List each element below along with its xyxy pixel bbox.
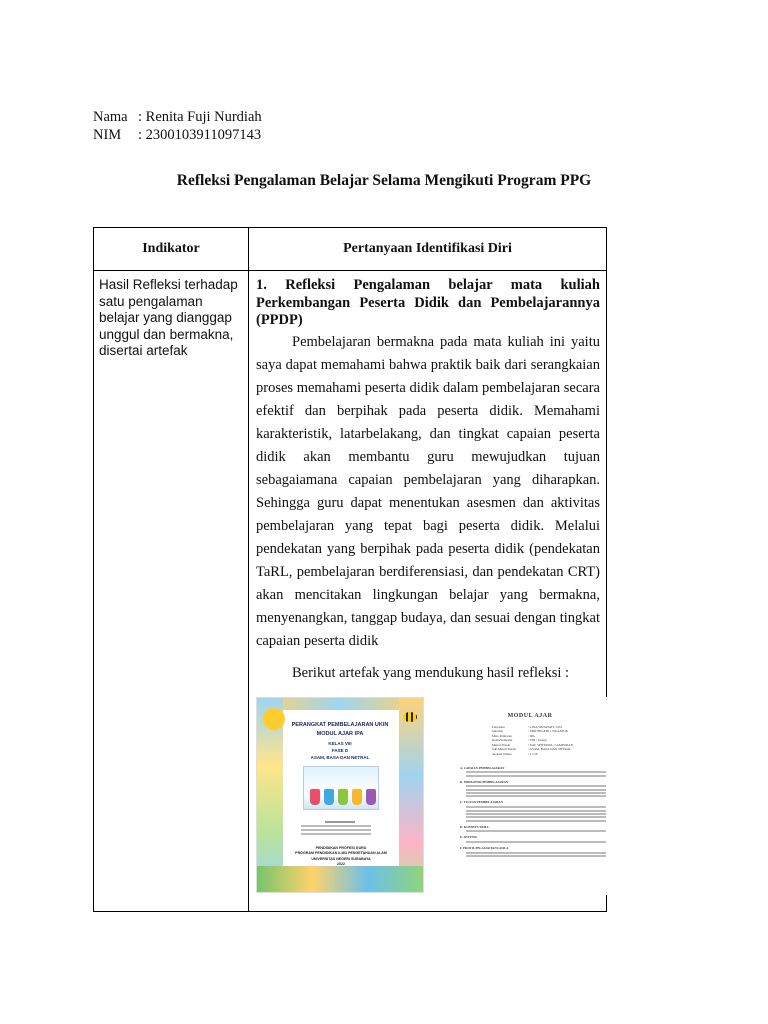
header-indikator: Indikator — [94, 228, 249, 271]
cover-line-1: PERANGKAT PEMBELAJARAN UKIN — [291, 721, 389, 728]
name-label: Nama — [93, 109, 128, 125]
cover-line-4: FASE D — [331, 747, 349, 753]
modul-section-heading: A. CAPAIAN PEMBELAJARAN — [460, 765, 505, 770]
reflection-paragraph: Pembelajaran bermakna pada mata kuliah ini yaitu saya dapat memahami bahwa praktik baik dari serangkaian proses memahami peserta didik dalam pembelajaran secara efektif dan berpihak pada peserta didik. Memahami karakteristik, latarbelakang, dan tingkat capaian peserta didik akan membantu guru mewujudkan tujuan sebagaiamana capaian pembelajaran yang diharapkan. Sehingga guru dapat menentukan asesmen dan aktivitas pembelajaran yang tepat bagi peserta didik. Melalui pendekatan yang berpihak pada peserta didik (pendekatan TaRL, pembelajaran berdiferensiasi, dan pendekatan CRT) akan mencitakan lingkungan belajar yang bermakna, menyenangkan, tanggap budaya, dan sesuai dengan tingkat capaian peserta didik — [256, 333, 600, 649]
cover-line-3: KELAS VIII — [328, 740, 352, 746]
reflection-table — [93, 227, 607, 912]
flask-icon — [310, 789, 320, 805]
lab-flasks-photo — [303, 766, 379, 810]
modul-section-heading: C. TUJUAN PEMBELAJARAN — [460, 800, 503, 805]
cover-line-5: ASAM, BASA DAN NETRAL — [310, 754, 370, 760]
cover-footer — [283, 846, 399, 868]
table-header-row — [94, 228, 607, 271]
document-title: Refleksi Pengalaman Belajar Selama Mengikuti Program PPG — [176, 172, 592, 189]
modul-meta-row: Sub Materi Pokok : ASAM, BASA DAN NETRAL — [492, 747, 572, 752]
modul-section-heading: B. INDIKATOR PEMBELAJARAN — [460, 779, 509, 784]
modul-sections — [460, 763, 606, 859]
modul-meta-row: Sekolah : SMP NEGERI 1 NGANJUK — [492, 729, 568, 734]
modul-section-heading: E. SETTING — [460, 835, 478, 840]
artefak-intro: Berikut artefak yang mendukung hasil refleksi : — [292, 664, 570, 681]
cover-footer-4: 2022 — [337, 862, 345, 866]
artefact-images — [256, 697, 600, 911]
cover-footer-3: UNIVERSITAS NEGERI SURABAYA — [311, 856, 371, 861]
cover-signature-block — [301, 818, 381, 837]
modul-meta-row: Kelas/Semester : VIII / Genap — [492, 738, 547, 743]
indicator-cell — [94, 271, 249, 912]
nim-value: : 2300103911097143 — [138, 127, 262, 143]
cover-line-2: MODUL AJAR IPA — [316, 730, 364, 737]
modul-meta-row: Materi Pokok : ZAT, SENYAWA, CAMPURAN — [492, 742, 574, 747]
indicator-text: Hasil Refleksi terhadap satu pengalaman belajar yang dianggap unggul dan bermakna, disertai artefak — [99, 277, 238, 358]
header-pertanyaan: Pertanyaan Identifikasi Diri — [249, 228, 607, 271]
cover-footer-1: PENDIDIKAN PROFESI GURU — [315, 845, 367, 850]
modul-ajar-page-image — [446, 697, 614, 895]
cover-footer-2: PROGRAM PENDIDIKAN ILMU PENGETAHUAN ALAM — [295, 851, 387, 855]
bee-icon — [403, 712, 417, 722]
modul-meta-row: Penyusun : LINA WIDAYATI, S.Pd — [492, 724, 562, 729]
table-row — [94, 271, 607, 912]
name-row — [93, 108, 262, 126]
nim-label: NIM — [93, 127, 122, 143]
name-value: : Renita Fuji Nurdiah — [138, 109, 262, 125]
modul-section-heading: F. PROFIL PELAJAR PANCASILA — [460, 846, 509, 851]
question-heading: 1. Refleksi Pengalaman belajar mata kuliah Perkembangan Peserta Didik dan Pembelajarannya (PPDP) — [256, 277, 600, 328]
modul-section-heading: D. KONSEP UTAMA — [460, 824, 489, 829]
answer-cell — [249, 271, 607, 912]
cover-bottom-decoration — [257, 866, 423, 892]
modul-meta-row: Alokasi Waktu : 1 x JP — [492, 752, 538, 757]
flask-icon — [366, 789, 376, 805]
module-cover-image — [256, 697, 424, 893]
modul-meta — [492, 725, 602, 757]
flask-icon — [338, 789, 348, 805]
modul-meta-row: Mata Pelajaran : IPA — [492, 733, 535, 738]
flask-icon — [324, 789, 334, 805]
flask-icon — [352, 789, 362, 805]
cover-right-decoration — [399, 698, 423, 892]
modul-title: MODUL AJAR — [507, 712, 553, 719]
student-identity — [93, 108, 262, 144]
nim-row — [93, 126, 262, 144]
